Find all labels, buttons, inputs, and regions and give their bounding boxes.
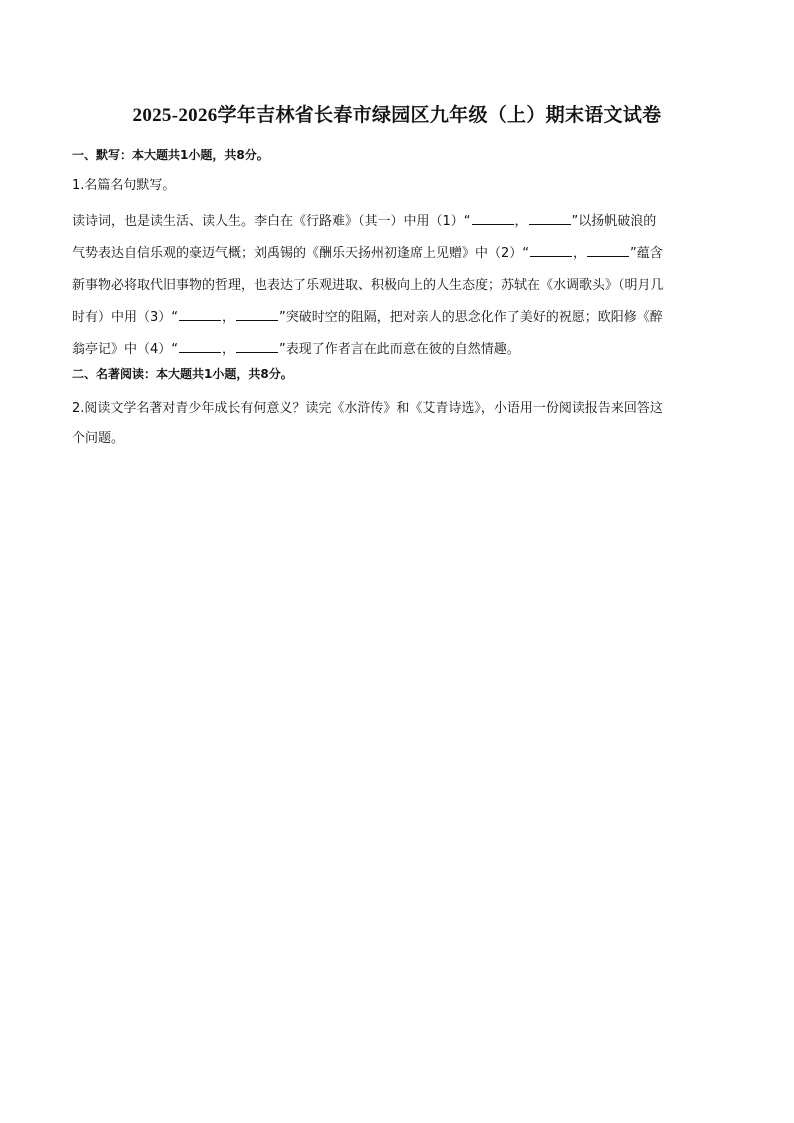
question-1-line-5	[72, 334, 727, 366]
line-text: 读诗词，也是读生活、读人生。李白在《行路难》（其一）中用（1）“	[72, 214, 471, 229]
answer-blank[interactable]	[587, 244, 629, 257]
answer-blank[interactable]	[236, 308, 278, 321]
line-text: ”以扬帆破浪的	[571, 214, 657, 229]
answer-blank[interactable]	[472, 212, 514, 225]
line-text: ”蕴含	[630, 246, 663, 261]
answer-blank[interactable]	[179, 340, 221, 353]
section-2-heading: 二、名著阅读：本大题共1小题，共8分。	[72, 367, 293, 381]
question-2-line-2: 个问题。	[72, 431, 125, 446]
comma: ，	[222, 310, 236, 325]
answer-blank[interactable]	[236, 340, 278, 353]
answer-blank[interactable]	[179, 308, 221, 321]
comma: ，	[222, 342, 236, 357]
question-1-line-4	[72, 302, 727, 334]
question-1-line-1	[72, 206, 727, 238]
line-text: ”突破时空的阻隔，把对亲人的思念化作了美好的祝愿；欧阳修《醉	[279, 310, 663, 325]
question-1-prompt: 1.名篇名句默写。	[72, 178, 176, 193]
answer-blank[interactable]	[530, 244, 572, 257]
line-text: 时有）中用（3）“	[72, 310, 179, 325]
line-text: 气势表达自信乐观的豪迈气概；刘禹锡的《酬乐天扬州初逢席上见赠》中（2）“	[72, 246, 530, 261]
comma: ，	[514, 214, 528, 229]
question-2-line-1: 2.阅读文学名著对青少年成长有何意义？读完《水浒传》和《艾青诗选》，小语用一份阅读报告来回答这	[72, 401, 663, 416]
question-1-line-3	[72, 270, 727, 302]
question-1-body	[72, 206, 727, 366]
line-text: ”表现了作者言在此而意在彼的自然情趣。	[279, 342, 520, 357]
question-1-line-2	[72, 238, 727, 270]
exam-title: 2025-2026学年吉林省长春市绿园区九年级（上）期末语文试卷	[132, 105, 662, 126]
comma: ，	[573, 246, 587, 261]
line-text: 翁亭记》中（4）“	[72, 342, 179, 357]
line-text: 新事物必将取代旧事物的哲理，也表达了乐观进取、积极向上的人生态度；苏轼在《水调歌头》（明月几	[72, 278, 664, 293]
section-1-heading: 一、默写：本大题共1小题，共8分。	[72, 148, 269, 162]
question-2-body	[72, 394, 727, 454]
answer-blank[interactable]	[529, 212, 571, 225]
